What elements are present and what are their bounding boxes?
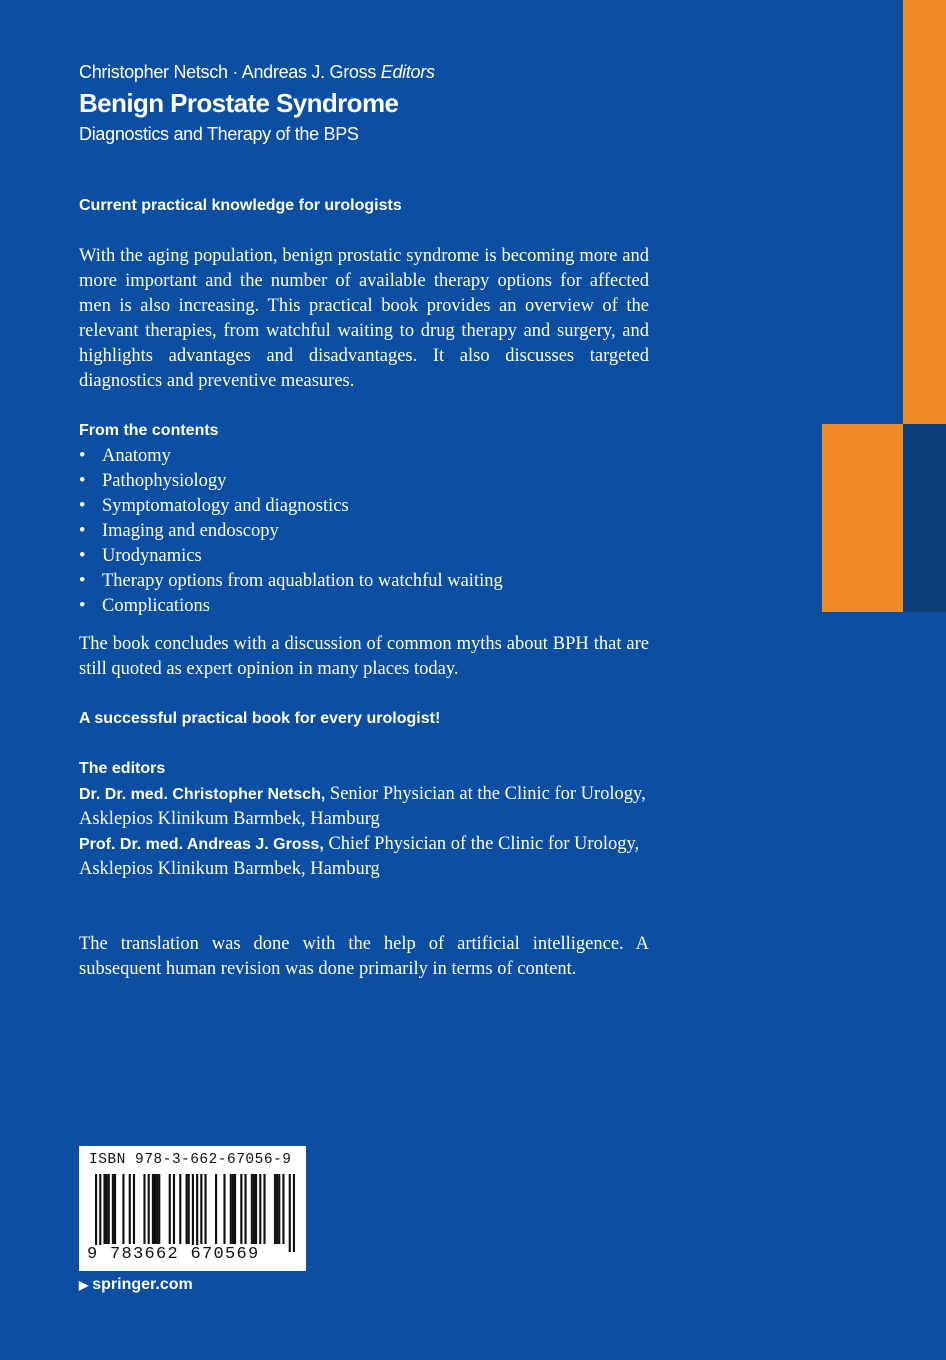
barcode-bar	[293, 1174, 295, 1252]
barcode-bar	[234, 1174, 236, 1244]
bullet-icon: •	[79, 546, 86, 566]
bullet-icon: •	[79, 496, 86, 516]
orange-block	[822, 424, 903, 612]
contents-list	[79, 444, 503, 619]
contents-heading: From the contents	[79, 422, 219, 439]
editors-names: Christopher Netsch · Andreas J. Gross	[79, 62, 377, 82]
springer-link[interactable]	[79, 1276, 193, 1294]
barcode-bars	[95, 1174, 295, 1252]
isbn-barcode	[79, 1146, 306, 1271]
bullet-icon: •	[79, 571, 86, 591]
barcode-bar	[106, 1174, 108, 1244]
book-subtitle: Diagnostics and Therapy of the BPS	[79, 124, 359, 144]
dark-blue-block	[903, 424, 946, 612]
barcode-bar	[186, 1174, 188, 1244]
isbn-digits: 9 783662 670569	[87, 1245, 260, 1264]
barcode-bar	[108, 1174, 110, 1244]
bullet-icon: •	[79, 521, 86, 541]
book-title: Benign Prostate Syndrome	[79, 88, 399, 118]
barcode-bar	[95, 1174, 97, 1252]
barcode-bar	[173, 1174, 175, 1244]
barcode-bar	[148, 1174, 150, 1244]
barcode-bar	[230, 1174, 232, 1244]
barcode-bar	[232, 1174, 234, 1244]
barcode-bar	[253, 1174, 255, 1244]
tagline: Current practical knowledge for urologists	[79, 197, 402, 214]
editors-line	[79, 62, 435, 83]
bullet-icon: •	[79, 596, 86, 616]
orange-stripe-top	[903, 0, 946, 424]
barcode-bar	[200, 1174, 202, 1244]
editor-entry-gross	[79, 832, 649, 882]
editor-description: Chief Physician of the Clinic for Urology, Asklepios Klinikum Barmbek, Hamburg	[79, 834, 640, 879]
barcode-bar	[122, 1174, 124, 1244]
barcode-bar	[255, 1174, 257, 1244]
bullet-icon: •	[79, 446, 86, 466]
myths-paragraph: The book concludes with a discussion of common myths about BPH that are still quoted as expert opinion in many places today.	[79, 634, 649, 679]
intro-paragraph: With the aging population, benign prostatic syndrome is becoming more and more important and the number of available therapy options for affected men is also increasing. This practical book provides an overview of the relevant therapies, from watchful waiting to drug therapy and surgery, and highlights advantages and disadvantages. It also discusses targeted diagnostics and preventive measures.	[79, 246, 649, 391]
editors-heading: The editors	[79, 760, 166, 777]
barcode-bar	[259, 1174, 261, 1244]
barcode-bar	[158, 1174, 160, 1244]
barcode-bar	[188, 1174, 190, 1244]
editor-entry-netsch	[79, 782, 649, 832]
bullet-icon: •	[79, 471, 86, 491]
arrow-right-icon: ▶	[79, 1278, 89, 1292]
barcode-bar	[282, 1174, 284, 1244]
barcode-bar	[263, 1174, 265, 1244]
translation-note: The translation was done with the help of artificial intelligence. A subsequent human revision was done primarily in terms of content.	[79, 934, 649, 979]
list-item: • Pathophysiology	[79, 469, 503, 494]
barcode-bar	[196, 1174, 198, 1252]
list-item: • Complications	[79, 594, 503, 619]
barcode-bar	[154, 1174, 156, 1244]
barcode-bar	[129, 1174, 131, 1244]
barcode-bar	[204, 1174, 206, 1244]
barcode-bar	[114, 1174, 116, 1244]
barcode-bar	[133, 1174, 135, 1244]
barcode-bar	[103, 1174, 105, 1244]
list-item: • Therapy options from aquablation to watchful waiting	[79, 569, 503, 594]
barcode-bar	[192, 1174, 194, 1252]
barcode-bar	[143, 1174, 145, 1244]
barcode-bar	[251, 1174, 253, 1244]
list-item: • Urodynamics	[79, 544, 503, 569]
editor-description: Senior Physician at the Clinic for Urology, Asklepios Klinikum Barmbek, Hamburg	[79, 784, 646, 829]
barcode-bar	[276, 1174, 278, 1244]
barcode-bar	[215, 1174, 217, 1244]
barcode-bar	[156, 1174, 158, 1244]
editor-name: Dr. Dr. med. Christopher Netsch,	[79, 786, 326, 803]
editors-role: Editors	[380, 62, 435, 82]
editor-name: Prof. Dr. med. Andreas J. Gross,	[79, 836, 324, 853]
barcode-bar	[152, 1174, 154, 1244]
barcode-bar	[169, 1174, 171, 1244]
barcode-bar	[112, 1174, 114, 1244]
springer-link-label: springer.com	[92, 1276, 193, 1293]
barcode-bar	[274, 1174, 276, 1244]
barcode-bar	[244, 1174, 246, 1244]
barcode-bar	[223, 1174, 225, 1244]
barcode-bar	[289, 1174, 291, 1252]
isbn-text: ISBN 978-3-662-67056-9	[89, 1152, 292, 1168]
list-item: • Symptomatology and diagnostics	[79, 494, 503, 519]
slogan: A successful practical book for every urologist!	[79, 710, 441, 727]
barcode-bar	[240, 1174, 242, 1244]
list-item: • Anatomy	[79, 444, 503, 469]
list-item: • Imaging and endoscopy	[79, 519, 503, 544]
barcode-bar	[99, 1174, 101, 1252]
barcode-bar	[179, 1174, 181, 1244]
barcode-bar	[278, 1174, 280, 1244]
